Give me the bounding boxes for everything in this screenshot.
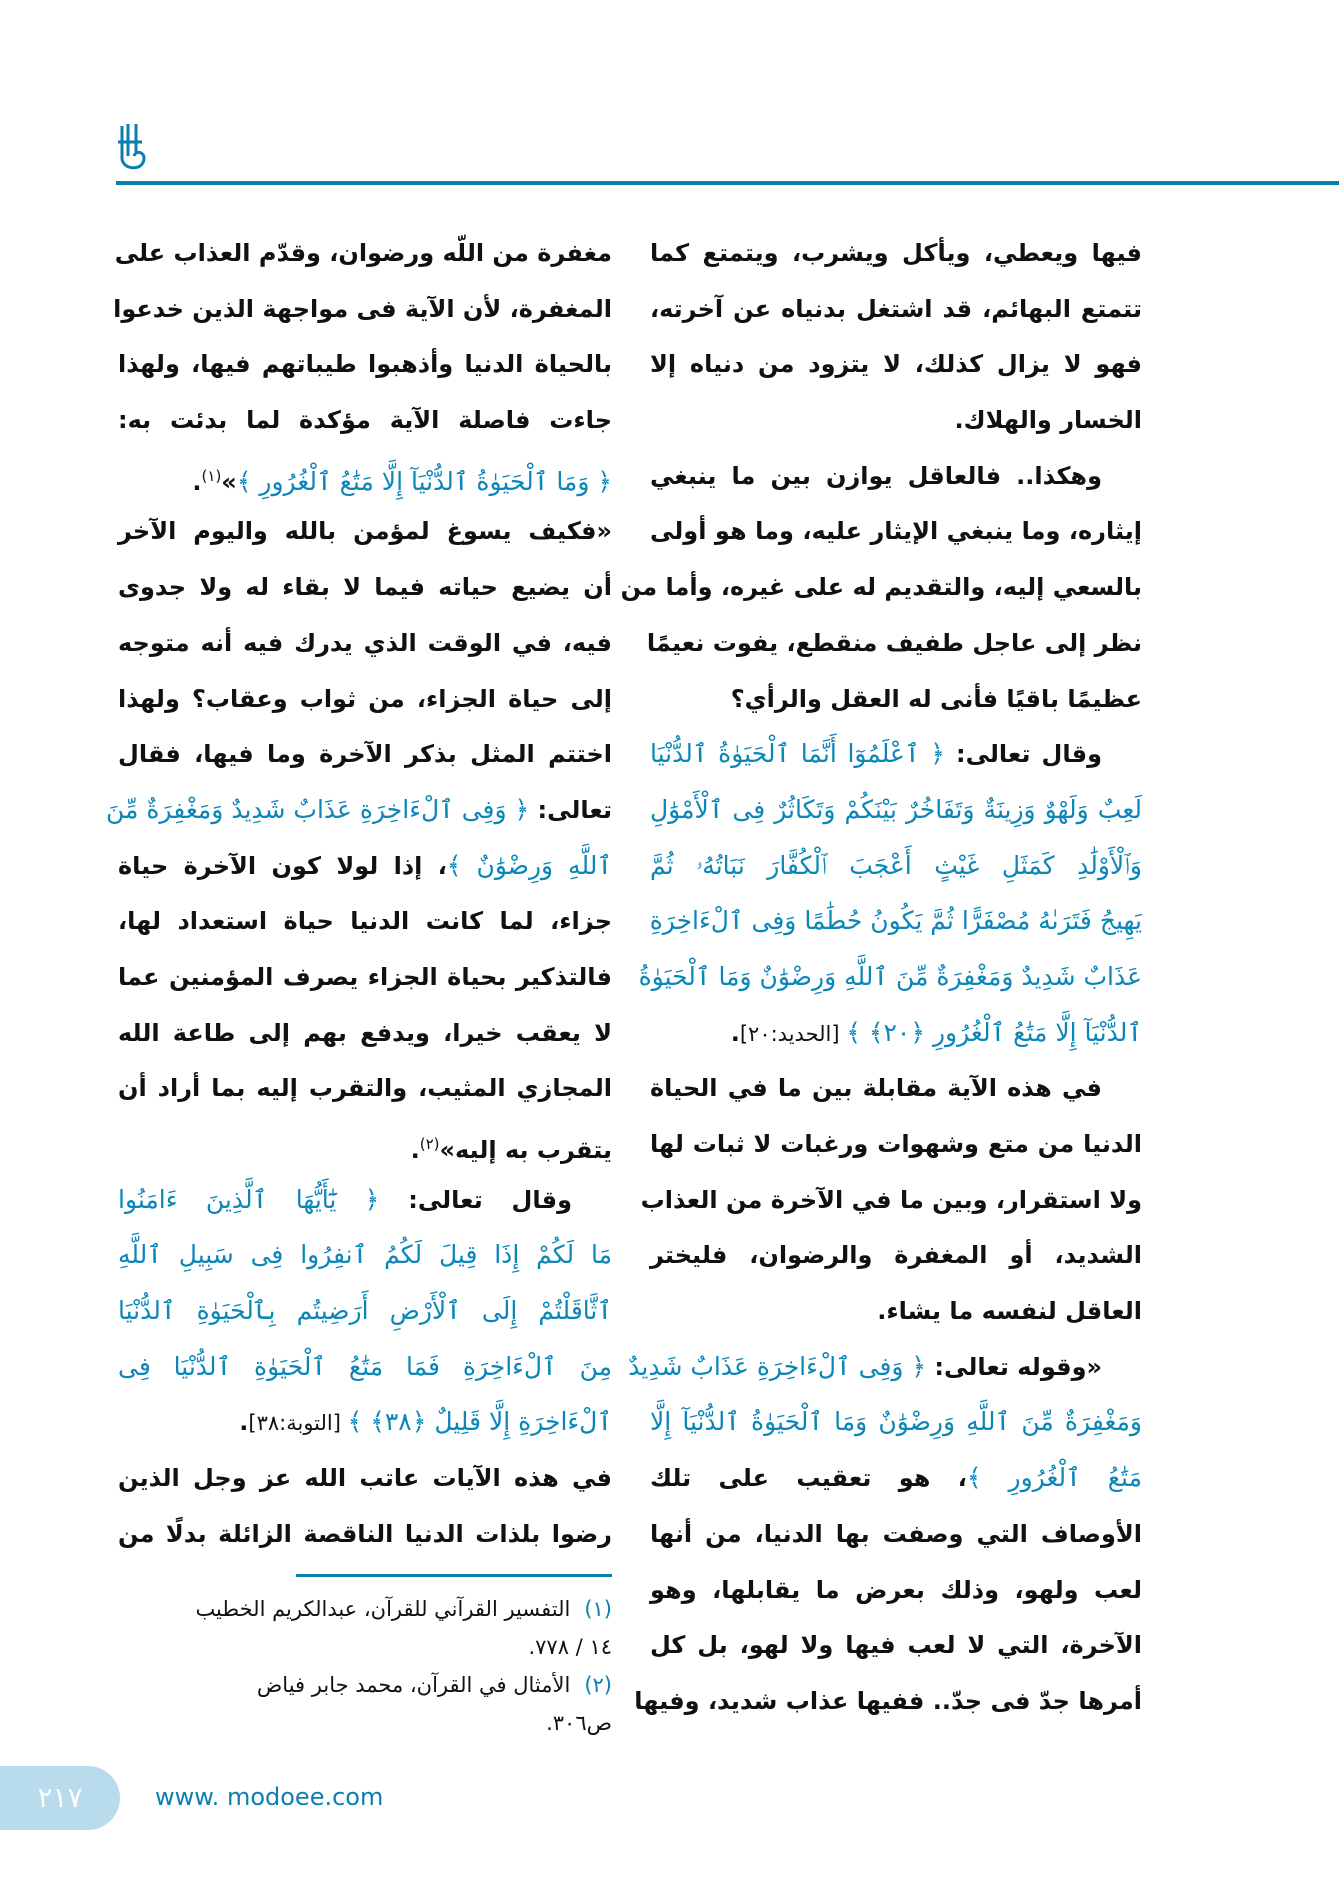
text-line (620, 562, 1142, 618)
text-segment: ، هو تعقيب على تلك (650, 1464, 967, 1493)
footnote (118, 1590, 612, 1628)
text-line (650, 395, 1142, 451)
text-column-right (620, 228, 1142, 1732)
quran-verse: مَا لَكُمْ إِذَا قِيلَ لَكُمُ ٱنفِرُوا فِى سَبِيلِ ٱللَّهِ (118, 1240, 612, 1270)
text-line (640, 1175, 1142, 1231)
text-line (118, 896, 612, 952)
footnote-continuation: ص٣٠٦. (546, 1711, 612, 1735)
book-logo-icon (112, 122, 152, 178)
text-segment: يتقرب به إليه» (439, 1136, 612, 1164)
footnote-rule (296, 1574, 612, 1577)
text-line (650, 1286, 1142, 1342)
text-segment: العاقل لنفسه ما يشاء. (877, 1297, 1142, 1326)
text-line (118, 1230, 612, 1286)
text-line (650, 1063, 1142, 1119)
text-segment: . (410, 1136, 420, 1164)
text-segment: الشديد، أو المغفرة والرضوان، فليختر (650, 1241, 1142, 1270)
text-line (118, 1509, 612, 1565)
text-segment: عظيمًا باقيًا فأنى له العقل والرأي؟ (730, 684, 1142, 713)
text-line (118, 451, 612, 507)
quran-verse: ﴿ يَٰٓأَيُّهَا ٱلَّذِينَ ءَامَنُوا (118, 1184, 380, 1214)
text-line (118, 1286, 612, 1342)
text-segment: لا يعقب خيرا، ويدفع بهم إلى طاعة الله (118, 1018, 612, 1047)
text-segment: جاءت فاصلة الآية مؤكدة لما بدئت به: (118, 406, 612, 435)
text-segment: الخسار والهلاك. (954, 406, 1142, 435)
quran-verse: وَٱلْأَوْلَٰدِ كَمَثَلِ غَيْثٍ أَعْجَبَ ٱلْكُفَّارَ نَبَاتُهُۥ ثُمَّ (650, 850, 1142, 880)
verse-reference: [التوبة:٣٨] (248, 1411, 348, 1436)
quran-verse: ٱثَّاقَلْتُمْ إِلَى ٱلْأَرْضِ أَرَضِيتُم بِٱلْحَيَوٰةِ ٱلدُّنْيَا (118, 1296, 612, 1326)
text-line (118, 1175, 612, 1231)
text-segment: بالسعي إليه، والتقديم له على غيره، وأما من (620, 573, 1142, 602)
quran-verse: لَعِبٌ وَلَهْوٌ وَزِينَةٌ وَتَفَاخُرٌ بَيْنَكُمْ وَتَكَاثُرٌ فِى ٱلْأَمْوَٰلِ (650, 794, 1142, 824)
text-segment: وقال تعالى: (944, 740, 1102, 769)
text-line (118, 339, 612, 395)
text-line (118, 506, 612, 562)
text-line (650, 284, 1142, 340)
footnote-marker: (٢) (419, 1135, 440, 1153)
text-line (650, 228, 1142, 284)
text-segment: أن يضيع حياته فيما لا بقاء له ولا جدوى (118, 573, 612, 602)
text-segment: » (221, 467, 237, 496)
text-line (650, 1453, 1142, 1509)
text-line (634, 1676, 1142, 1732)
text-segment: الدنيا من متع وشهوات ورغبات لا ثبات لها (650, 1130, 1142, 1158)
text-segment: فهو لا يزال كذلك، لا يتزود من دنياه إلا (650, 350, 1142, 379)
text-line (118, 395, 612, 451)
quran-verse: ٱللَّهِ وَرِضْوَٰنٌ ﴾ (446, 850, 612, 880)
footnote-number: (١) (584, 1597, 612, 1621)
text-segment: إلى حياة الجزاء، من ثواب وعقاب؟ ولهذا (118, 684, 612, 713)
text-line (114, 228, 612, 284)
footnote-text: التفسير القرآني للقرآن، عبدالكريم الخطيب (195, 1597, 571, 1621)
text-segment: ، إذا لولا كون الآخرة حياة (118, 851, 447, 880)
text-line (118, 1342, 612, 1398)
website-url: www. modoee.com (155, 1783, 384, 1811)
text-line (650, 785, 1142, 841)
footnote (118, 1666, 612, 1704)
text-segment: في هذه الآية مقابلة بين ما في الحياة (650, 1074, 1102, 1103)
text-segment: «فكيف يسوغ لمؤمن بالله واليوم الآخر (118, 517, 612, 546)
text-line (638, 952, 1142, 1008)
text-segment: جزاء، لما كانت الدنيا حياة استعداد لها، (118, 907, 612, 936)
footnote-continuation: ١٤ / ٧٧٨. (528, 1635, 612, 1659)
text-segment: «وقوله تعالى: (926, 1352, 1102, 1381)
quran-verse: مِنَ ٱلْءَاخِرَةِ فَمَا مَتَٰعُ ٱلْحَيَوٰةِ ٱلدُّنْيَا فِى (118, 1351, 612, 1381)
text-segment: الآخرة، التي لا لعب فيها ولا لهو، بل كل (650, 1631, 1142, 1660)
text-line (650, 841, 1142, 897)
header-rule (116, 181, 1339, 185)
text-line (650, 1565, 1142, 1621)
text-line (650, 1397, 1142, 1453)
footnote-number: (٢) (584, 1673, 612, 1697)
footnote-text: الأمثال في القرآن، محمد جابر فياض (256, 1673, 571, 1697)
text-segment: تعالى: (529, 795, 612, 824)
text-segment: . (730, 1018, 740, 1047)
text-line (105, 785, 612, 841)
text-line (650, 729, 1142, 785)
text-segment: المغفرة، لأن الآية فى مواجهة الذين خدعوا (113, 294, 612, 323)
text-line (650, 339, 1142, 395)
quran-verse: ٱلدُّنْيَآ إِلَّا مَتَٰعُ ٱلْغُرُورِ ﴿٢٠﴾ ﴾ (846, 1017, 1142, 1047)
text-line (650, 451, 1142, 507)
text-segment: رضوا بلذات الدنيا الناقصة الزائلة بدلًا من (118, 1519, 612, 1548)
quran-verse: ﴿ وَفِى ٱلْءَاخِرَةِ عَذَابٌ شَدِيدٌ وَمَغْفِرَةٌ مِّنَ (105, 794, 530, 824)
text-column-left (105, 228, 612, 1565)
text-segment: فيها ويعطي، ويأكل ويشرب، ويتمتع كما (650, 239, 1142, 267)
text-line (650, 1509, 1142, 1565)
text-line (118, 952, 612, 1008)
text-segment: نظر إلى عاجل طفيف منقطع، يفوت نعيمًا (646, 628, 1142, 657)
footnotes (118, 1590, 612, 1742)
text-line (650, 674, 1142, 730)
text-line (118, 1063, 612, 1119)
text-line (650, 1119, 1142, 1175)
text-line (650, 1230, 1142, 1286)
text-segment: إيثاره، وما ينبغي الإيثار عليه، وما هو أولى (650, 517, 1142, 546)
text-line (650, 1620, 1142, 1676)
text-segment: فيه، في الوقت الذي يدرك فيه أنه متوجه (118, 628, 612, 657)
verse-reference: [الحديد:٢٠] (739, 1021, 847, 1046)
text-line (118, 1397, 612, 1453)
text-segment: المجازي المثيب، والتقرب إليه بما أراد أن (118, 1074, 612, 1103)
text-segment: . (239, 1408, 249, 1437)
text-segment: تتمتع البهائم، قد اشتغل بدنياه عن آخرته، (650, 294, 1142, 323)
quran-verse: ﴿ وَمَا ٱلْحَيَوٰةُ ٱلدُّنْيَآ إِلَّا مَتَٰعُ ٱلْغُرُورِ ﴾ (236, 466, 612, 496)
footnote-marker: (١) (201, 466, 222, 485)
text-line (650, 896, 1142, 952)
quran-verse: ٱلْءَاخِرَةِ إِلَّا قَلِيلٌ ﴿٣٨﴾ ﴾ (347, 1407, 612, 1437)
text-line (118, 562, 612, 618)
text-segment: أمرها جدّ فى جدّ.. ففيها عذاب شديد، وفيها (634, 1686, 1142, 1715)
text-line (646, 618, 1142, 674)
text-line (118, 618, 612, 674)
quran-verse: وَمَغْفِرَةٌ مِّنَ ٱللَّهِ وَرِضْوَٰنٌ وَمَا ٱلْحَيَوٰةُ ٱلدُّنْيَآ إِلَّا (650, 1407, 1142, 1437)
text-segment: وهكذا.. فالعاقل يوازن بين ما ينبغي (650, 461, 1102, 490)
text-segment: لعب ولهو، وذلك بعرض ما يقابلها، وهو (650, 1575, 1142, 1604)
page-number-badge: ٢١٧ (0, 1766, 120, 1830)
text-segment: . (192, 467, 202, 496)
quran-verse: يَهِيجُ فَتَرَىٰهُ مُصْفَرًّا ثُمَّ يَكُونُ حُطَٰمًا وَفِى ٱلْءَاخِرَةِ (649, 906, 1142, 936)
text-segment: فالتذكير بحياة الجزاء يصرف المؤمنين عما (118, 962, 612, 991)
text-line (118, 841, 612, 897)
text-segment: ولا استقرار، وبين ما في الآخرة من العذاب (640, 1185, 1142, 1214)
quran-verse: عَذَابٌ شَدِيدٌ وَمَغْفِرَةٌ مِّنَ ٱللَّهِ وَرِضْوَٰنٌ وَمَا ٱلْحَيَوٰةُ (638, 961, 1142, 991)
text-line (118, 729, 612, 785)
text-segment: الأوصاف التي وصفت بها الدنيا، من أنها (650, 1519, 1142, 1548)
quran-verse: مَتَٰعُ ٱلْغُرُورِ ﴾ (966, 1463, 1142, 1493)
text-line (118, 1008, 612, 1064)
text-line (650, 1008, 1142, 1064)
text-line (118, 674, 612, 730)
text-segment: في هذه الآيات عاتب الله عز وجل الذين (118, 1464, 612, 1493)
text-segment: مغفرة من اللّه ورضوان، وقدّم العذاب على (114, 239, 612, 267)
text-line (118, 1453, 612, 1509)
text-line (628, 1342, 1142, 1398)
quran-verse: ﴿ وَفِى ٱلْءَاخِرَةِ عَذَابٌ شَدِيدٌ (628, 1351, 927, 1381)
text-segment: وقال تعالى: (379, 1185, 573, 1214)
quran-verse: ﴿ ٱعْلَمُوٓا أَنَّمَا ٱلْحَيَوٰةُ ٱلدُّنْيَا (650, 739, 945, 769)
text-line (113, 284, 612, 340)
text-line (118, 1119, 612, 1175)
text-line (650, 506, 1142, 562)
text-segment: بالحياة الدنيا وأذهبوا طيباتهم فيها، ولهذا (118, 350, 612, 379)
text-segment: اختتم المثل بذكر الآخرة وما فيها، فقال (118, 740, 612, 769)
